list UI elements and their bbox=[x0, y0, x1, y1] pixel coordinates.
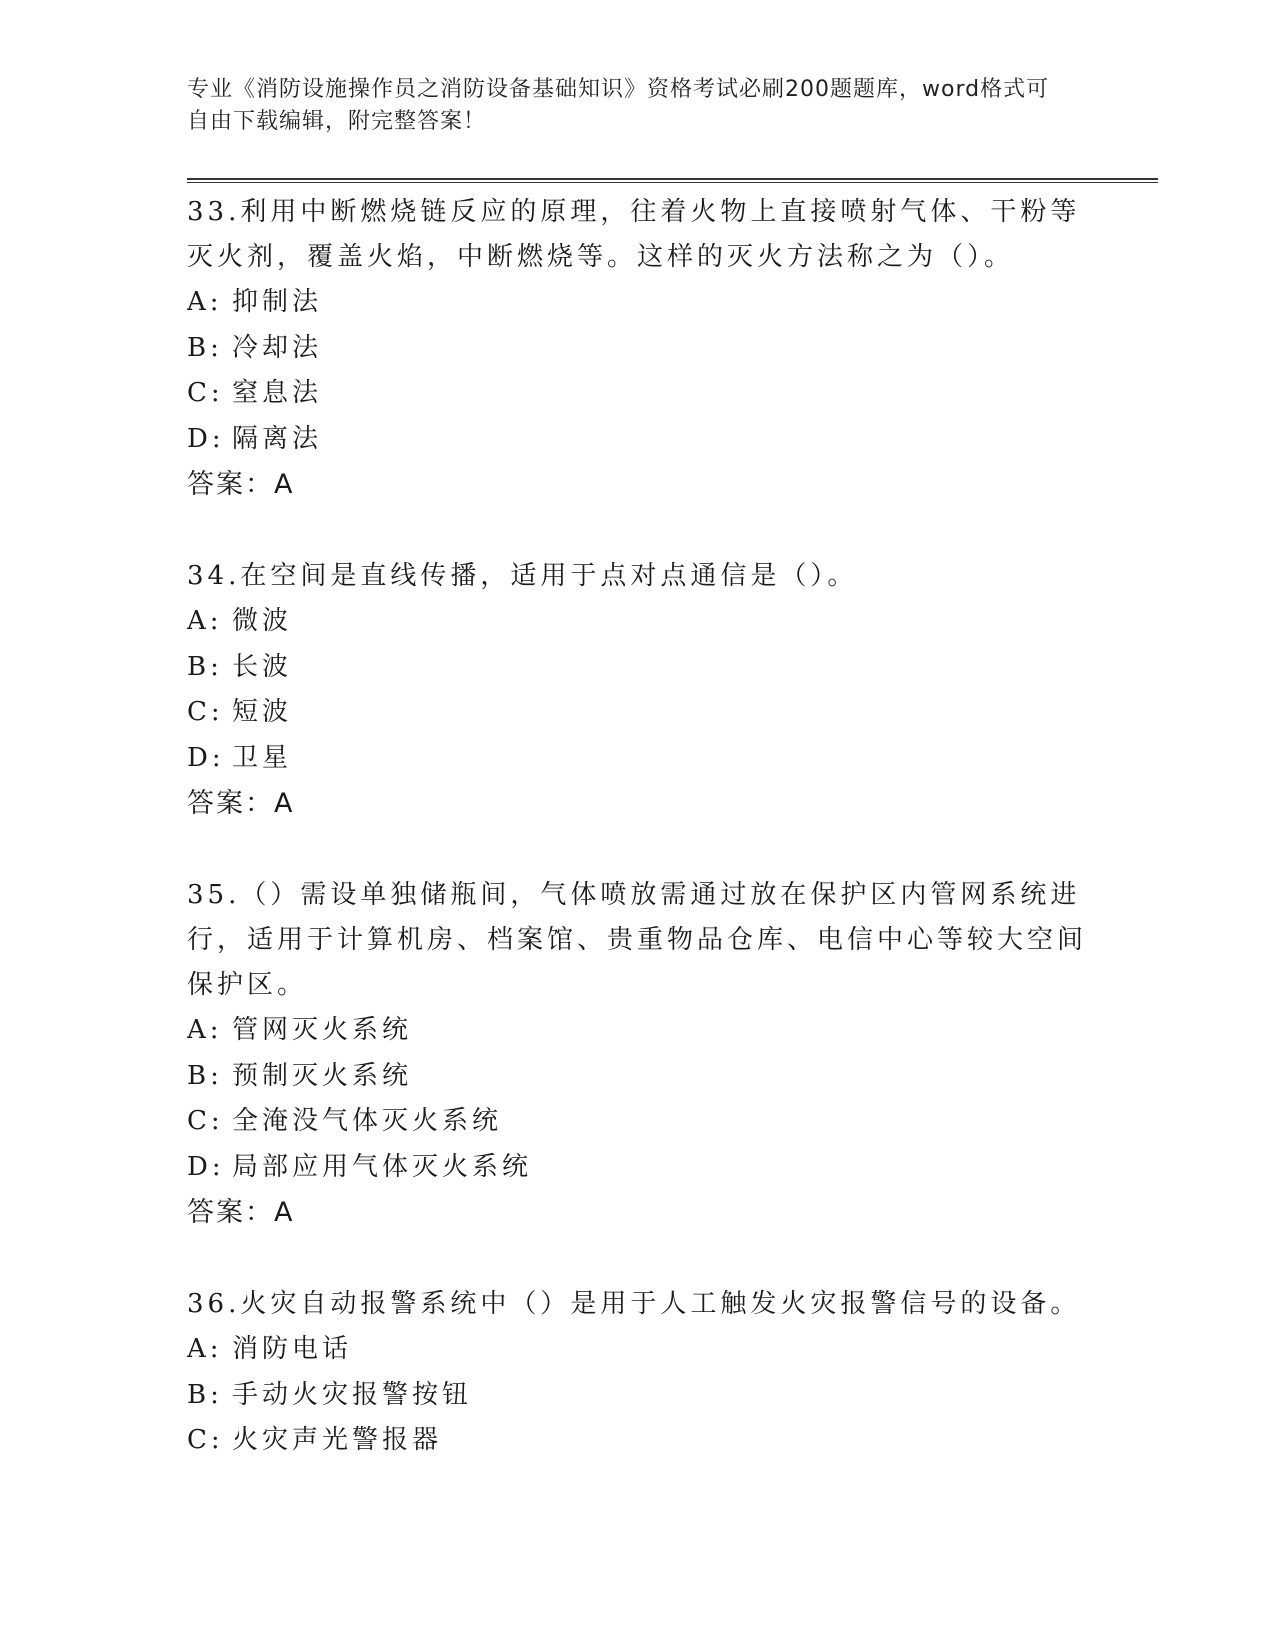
option-key: C: bbox=[187, 378, 224, 408]
question-list bbox=[187, 190, 1087, 1511]
answer-line: 答案：A bbox=[187, 1197, 295, 1228]
option-c bbox=[187, 1418, 1087, 1464]
header-divider bbox=[187, 178, 1158, 183]
option-key: A: bbox=[187, 606, 223, 636]
option-key: B: bbox=[187, 332, 223, 363]
option-text: 局部应用气体灭火系统 bbox=[232, 1151, 533, 1182]
option-text: 手动火灾报警按钮 bbox=[232, 1379, 473, 1410]
option-text: 管网灭火系统 bbox=[232, 1015, 413, 1045]
option-text: 预制灭火系统 bbox=[232, 1060, 413, 1091]
option-key: C: bbox=[187, 1106, 224, 1136]
option-text: 窒息法 bbox=[232, 378, 323, 408]
question-stem: 33.利用中断燃烧链反应的原理，往着火物上直接喷射气体、干粉等灭火剂，覆盖火焰，中断燃烧等。这样的灭火方法称之为（）。 bbox=[187, 197, 1081, 272]
option-text: 全淹没气体灭火系统 bbox=[232, 1106, 503, 1136]
option-text: 抑制法 bbox=[232, 287, 323, 317]
option-text: 消防电话 bbox=[232, 1334, 353, 1364]
option-key: A: bbox=[187, 1334, 223, 1364]
question-stem: 36.火灾自动报警系统中（）是用于人工触发火灾报警信号的设备。 bbox=[187, 1289, 1081, 1319]
option-a bbox=[187, 1327, 1087, 1373]
document-header bbox=[187, 74, 1067, 138]
option-a bbox=[187, 599, 1087, 645]
option-b bbox=[187, 645, 1087, 691]
option-key: D: bbox=[187, 742, 225, 773]
option-text: 长波 bbox=[232, 651, 293, 682]
option-c bbox=[187, 690, 1087, 736]
answer-line: 答案：A bbox=[187, 469, 295, 500]
question-stem: 35.（）需设单独储瓶间，气体喷放需通过放在保护区内管网系统进行，适用于计算机房、档案馆、贵重物品仓库、电信中心等较大空间保护区。 bbox=[187, 880, 1088, 1000]
option-key: C: bbox=[187, 1425, 224, 1455]
option-c bbox=[187, 1099, 1087, 1145]
question-33 bbox=[187, 190, 1087, 507]
option-b bbox=[187, 1054, 1087, 1100]
option-key: A: bbox=[187, 287, 223, 317]
option-key: B: bbox=[187, 651, 223, 682]
answer-line: 答案：A bbox=[187, 788, 295, 819]
option-a bbox=[187, 1008, 1087, 1054]
document-title: 专业《消防设施操作员之消防设备基础知识》资格考试必刷200题题库，word格式可自由下载编辑，附完整答案！ bbox=[187, 77, 1050, 134]
option-key: A: bbox=[187, 1015, 223, 1045]
option-key: D: bbox=[187, 423, 225, 454]
question-stem: 34.在空间是直线传播，适用于点对点通信是（）。 bbox=[187, 561, 858, 591]
option-key: B: bbox=[187, 1060, 223, 1091]
option-text: 卫星 bbox=[232, 742, 293, 773]
option-a bbox=[187, 280, 1087, 326]
option-text: 微波 bbox=[232, 606, 293, 636]
option-text: 冷却法 bbox=[232, 332, 323, 363]
question-34 bbox=[187, 554, 1087, 826]
question-35 bbox=[187, 873, 1087, 1235]
question-36 bbox=[187, 1282, 1087, 1464]
option-d bbox=[187, 736, 1087, 782]
option-text: 隔离法 bbox=[232, 423, 323, 454]
option-text: 火灾声光警报器 bbox=[232, 1425, 443, 1455]
option-key: B: bbox=[187, 1379, 223, 1410]
option-key: C: bbox=[187, 697, 224, 727]
option-b bbox=[187, 1373, 1087, 1419]
option-c bbox=[187, 371, 1087, 417]
option-b bbox=[187, 326, 1087, 372]
option-d bbox=[187, 1145, 1087, 1191]
option-text: 短波 bbox=[232, 697, 293, 727]
option-key: D: bbox=[187, 1151, 225, 1182]
option-d bbox=[187, 417, 1087, 463]
